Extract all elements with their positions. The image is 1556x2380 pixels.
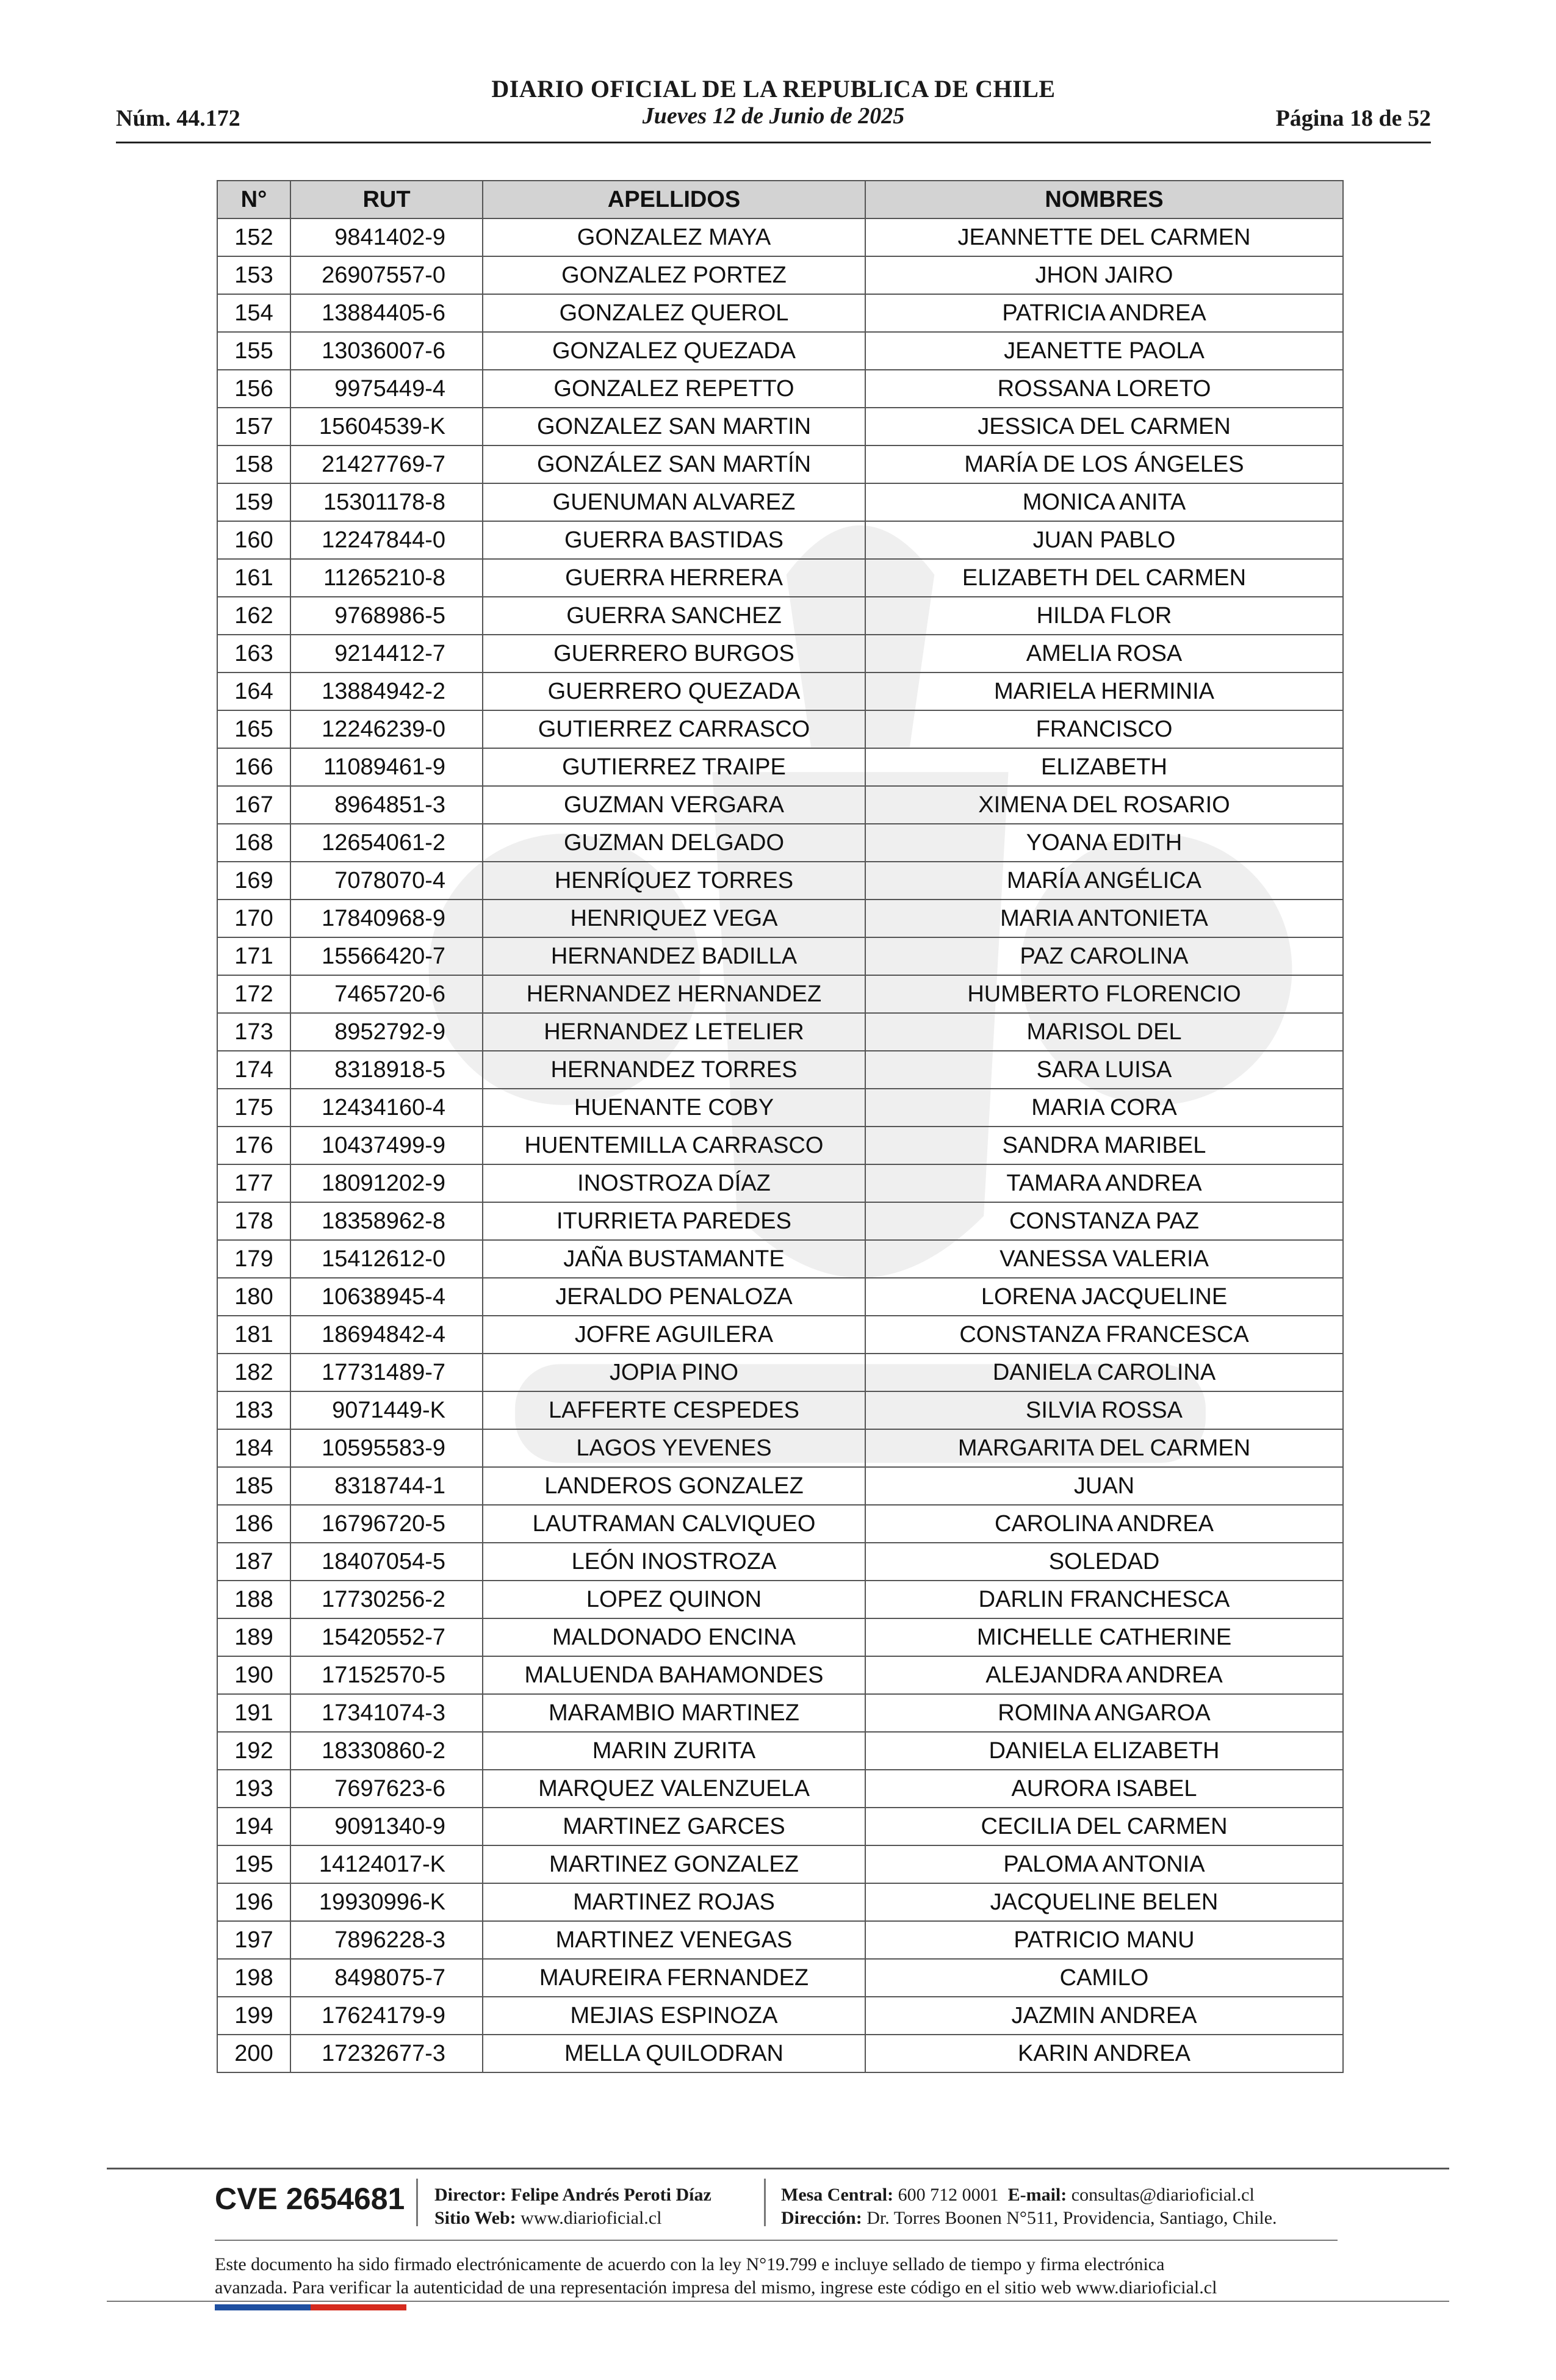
cell-rut: 13884942-2: [290, 673, 483, 710]
cell-names: JAZMIN ANDREA: [865, 1997, 1343, 2035]
publication-title: DIARIO OFICIAL DE LA REPUBLICA DE CHILE: [491, 75, 1056, 103]
issue-number: Núm. 44.172: [116, 106, 240, 131]
table-row: [217, 786, 1343, 824]
cell-rut: 15604539-K: [290, 408, 483, 445]
table-row: [217, 1959, 1343, 1997]
cell-number: 190: [217, 1656, 290, 1694]
cell-rut: 12247844-0: [290, 521, 483, 559]
table-row: [217, 748, 1343, 786]
table-header-row: [217, 181, 1343, 218]
cell-rut: 9214412-7: [290, 635, 483, 673]
table-row: [217, 1543, 1343, 1581]
cell-rut: 12246239-0: [290, 710, 483, 748]
table-row: [217, 332, 1343, 370]
cell-number: 168: [217, 824, 290, 862]
cell-number: 191: [217, 1694, 290, 1732]
cell-surnames: GUERRA BASTIDAS: [483, 521, 865, 559]
cell-rut: 17840968-9: [290, 900, 483, 937]
email-link[interactable]: consultas@diarioficial.cl: [1071, 2185, 1255, 2205]
cell-number: 157: [217, 408, 290, 445]
cell-rut: 13884405-6: [290, 294, 483, 332]
cell-surnames: ITURRIETA PAREDES: [483, 1202, 865, 1240]
cell-names: DANIELA ELIZABETH: [865, 1732, 1343, 1770]
cell-names: HILDA FLOR: [865, 597, 1343, 635]
table-row: [217, 1656, 1343, 1694]
table-row: [217, 1732, 1343, 1770]
cell-number: 181: [217, 1316, 290, 1354]
cell-rut: 9768986-5: [290, 597, 483, 635]
cell-surnames: JAÑA BUSTAMANTE: [483, 1240, 865, 1278]
cell-number: 194: [217, 1808, 290, 1845]
cell-names: MARÍA DE LOS ÁNGELES: [865, 445, 1343, 483]
cell-rut: 8964851-3: [290, 786, 483, 824]
table-row: [217, 900, 1343, 937]
header-divider: [116, 142, 1431, 143]
legal-line: Este documento ha sido firmado electrónicamente de acuerdo con la ley N°19.799 e incluye sellado de tiempo y firma electrónica: [215, 2254, 1165, 2274]
cell-rut: 9841402-9: [290, 218, 483, 256]
footer-contact-block: [781, 2183, 1277, 2230]
footer-director-block: [434, 2183, 711, 2230]
cell-rut: 13036007-6: [290, 332, 483, 370]
cell-surnames: GUERRA SANCHEZ: [483, 597, 865, 635]
table-row: [217, 445, 1343, 483]
cell-names: ALEJANDRA ANDREA: [865, 1656, 1343, 1694]
table-row: [217, 370, 1343, 408]
cell-rut: 10437499-9: [290, 1127, 483, 1164]
cell-names: MARISOL DEL: [865, 1013, 1343, 1051]
cell-rut: 7465720-6: [290, 975, 483, 1013]
cell-number: 165: [217, 710, 290, 748]
cell-names: LORENA JACQUELINE: [865, 1278, 1343, 1316]
cell-number: 178: [217, 1202, 290, 1240]
table-row: [217, 1845, 1343, 1883]
cell-rut: 11089461-9: [290, 748, 483, 786]
table-row: [217, 1316, 1343, 1354]
phone-label: Mesa Central:: [781, 2185, 894, 2205]
cell-number: 184: [217, 1429, 290, 1467]
cell-names: SANDRA MARIBEL: [865, 1127, 1343, 1164]
table-row: [217, 673, 1343, 710]
table-row: [217, 1618, 1343, 1656]
cell-rut: 8498075-7: [290, 1959, 483, 1997]
cell-rut: 17730256-2: [290, 1581, 483, 1618]
cell-names: DARLIN FRANCHESCA: [865, 1581, 1343, 1618]
cell-surnames: MEJIAS ESPINOZA: [483, 1997, 865, 2035]
table-row: [217, 1581, 1343, 1618]
roster-table: [217, 180, 1344, 2073]
cell-rut: 16796720-5: [290, 1505, 483, 1543]
cell-surnames: INOSTROZA DÍAZ: [483, 1164, 865, 1202]
cell-number: 183: [217, 1391, 290, 1429]
cell-surnames: HERNANDEZ TORRES: [483, 1051, 865, 1089]
cell-names: JACQUELINE BELEN: [865, 1883, 1343, 1921]
cell-rut: 17624179-9: [290, 1997, 483, 2035]
cell-names: JHON JAIRO: [865, 256, 1343, 294]
cell-rut: 18694842-4: [290, 1316, 483, 1354]
cell-number: 164: [217, 673, 290, 710]
cell-number: 186: [217, 1505, 290, 1543]
cell-names: MARIELA HERMINIA: [865, 673, 1343, 710]
cell-surnames: HUENANTE COBY: [483, 1089, 865, 1127]
cell-number: 177: [217, 1164, 290, 1202]
table-row: [217, 1883, 1343, 1921]
cell-number: 176: [217, 1127, 290, 1164]
cell-names: MARGARITA DEL CARMEN: [865, 1429, 1343, 1467]
cell-rut: 10595583-9: [290, 1429, 483, 1467]
table-row: [217, 2035, 1343, 2072]
cell-surnames: GONZALEZ PORTEZ: [483, 256, 865, 294]
flag-red-segment: [311, 2304, 406, 2310]
cell-names: SOLEDAD: [865, 1543, 1343, 1581]
col-header-surnames: APELLIDOS: [483, 181, 865, 218]
cell-names: PATRICIA ANDREA: [865, 294, 1343, 332]
cell-names: CONSTANZA FRANCESCA: [865, 1316, 1343, 1354]
cell-names: JUAN: [865, 1467, 1343, 1505]
footer-separator: [416, 2179, 418, 2226]
cell-surnames: MALUENDA BAHAMONDES: [483, 1656, 865, 1694]
cell-surnames: LOPEZ QUINON: [483, 1581, 865, 1618]
cell-number: 169: [217, 862, 290, 900]
table-row: [217, 824, 1343, 862]
cell-surnames: GUTIERREZ TRAIPE: [483, 748, 865, 786]
cell-number: 163: [217, 635, 290, 673]
cell-number: 167: [217, 786, 290, 824]
cell-number: 161: [217, 559, 290, 597]
cell-number: 155: [217, 332, 290, 370]
cell-rut: 17341074-3: [290, 1694, 483, 1732]
table-row: [217, 937, 1343, 975]
table-row: [217, 1278, 1343, 1316]
cell-names: MARIA ANTONIETA: [865, 900, 1343, 937]
cell-names: CECILIA DEL CARMEN: [865, 1808, 1343, 1845]
cell-number: 199: [217, 1997, 290, 2035]
cell-surnames: GONZALEZ SAN MARTIN: [483, 408, 865, 445]
cell-number: 160: [217, 521, 290, 559]
cell-number: 162: [217, 597, 290, 635]
cell-surnames: LAFFERTE CESPEDES: [483, 1391, 865, 1429]
cell-names: XIMENA DEL ROSARIO: [865, 786, 1343, 824]
cell-rut: 7697623-6: [290, 1770, 483, 1808]
cell-surnames: MARTINEZ ROJAS: [483, 1883, 865, 1921]
cell-number: 166: [217, 748, 290, 786]
cell-rut: 14124017-K: [290, 1845, 483, 1883]
cell-number: 188: [217, 1581, 290, 1618]
cell-rut: 18358962-8: [290, 1202, 483, 1240]
footer-inner-divider: [215, 2240, 1338, 2241]
cell-names: ELIZABETH: [865, 748, 1343, 786]
cell-number: 180: [217, 1278, 290, 1316]
col-header-number: N°: [217, 181, 290, 218]
cell-number: 174: [217, 1051, 290, 1089]
cell-rut: 8318918-5: [290, 1051, 483, 1089]
cell-names: PAZ CAROLINA: [865, 937, 1343, 975]
cell-surnames: LAUTRAMAN CALVIQUEO: [483, 1505, 865, 1543]
cell-rut: 7896228-3: [290, 1921, 483, 1959]
cell-surnames: MALDONADO ENCINA: [483, 1618, 865, 1656]
cell-surnames: GONZALEZ MAYA: [483, 218, 865, 256]
table-row: [217, 1013, 1343, 1051]
footer-separator: [764, 2179, 766, 2226]
cell-rut: 9071449-K: [290, 1391, 483, 1429]
table-row: [217, 1127, 1343, 1164]
cell-surnames: GUERRERO QUEZADA: [483, 673, 865, 710]
cell-surnames: GUTIERREZ CARRASCO: [483, 710, 865, 748]
cell-rut: 18407054-5: [290, 1543, 483, 1581]
cell-number: 152: [217, 218, 290, 256]
page-header: [116, 74, 1431, 145]
cell-number: 200: [217, 2035, 290, 2072]
cell-rut: 17152570-5: [290, 1656, 483, 1694]
table-row: [217, 862, 1343, 900]
table-row: [217, 1051, 1343, 1089]
table-row: [217, 1240, 1343, 1278]
cve-code: CVE 2654681: [215, 2182, 405, 2216]
flag-stripe: [215, 2304, 406, 2310]
cell-number: 179: [217, 1240, 290, 1278]
cell-surnames: HUENTEMILLA CARRASCO: [483, 1127, 865, 1164]
cell-surnames: LAGOS YEVENES: [483, 1429, 865, 1467]
cell-names: JEANETTE PAOLA: [865, 332, 1343, 370]
cell-surnames: GUERRA HERRERA: [483, 559, 865, 597]
cell-names: CONSTANZA PAZ: [865, 1202, 1343, 1240]
cell-number: 153: [217, 256, 290, 294]
cell-number: 158: [217, 445, 290, 483]
cell-surnames: HERNANDEZ LETELIER: [483, 1013, 865, 1051]
cell-surnames: GONZALEZ REPETTO: [483, 370, 865, 408]
table-row: [217, 559, 1343, 597]
cell-names: SARA LUISA: [865, 1051, 1343, 1089]
cell-names: ROSSANA LORETO: [865, 370, 1343, 408]
cell-rut: 21427769-7: [290, 445, 483, 483]
flag-blue-segment: [215, 2304, 311, 2310]
cell-rut: 17232677-3: [290, 2035, 483, 2072]
website-label: Sitio Web:: [434, 2208, 516, 2228]
cell-surnames: GUZMAN DELGADO: [483, 824, 865, 862]
cell-number: 156: [217, 370, 290, 408]
table-row: [217, 1391, 1343, 1429]
cell-surnames: HERNANDEZ HERNANDEZ: [483, 975, 865, 1013]
cell-surnames: HENRIQUEZ VEGA: [483, 900, 865, 937]
table-row: [217, 1997, 1343, 2035]
cell-rut: 9091340-9: [290, 1808, 483, 1845]
table-row: [217, 1164, 1343, 1202]
cell-rut: 12654061-2: [290, 824, 483, 862]
table-row: [217, 975, 1343, 1013]
cell-rut: 11265210-8: [290, 559, 483, 597]
cell-number: 187: [217, 1543, 290, 1581]
cell-rut: 19930996-K: [290, 1883, 483, 1921]
cell-names: JUAN PABLO: [865, 521, 1343, 559]
cell-rut: 26907557-0: [290, 256, 483, 294]
table-row: [217, 483, 1343, 521]
cell-names: KARIN ANDREA: [865, 2035, 1343, 2072]
cell-number: 192: [217, 1732, 290, 1770]
cell-names: MARÍA ANGÉLICA: [865, 862, 1343, 900]
cell-surnames: LANDEROS GONZALEZ: [483, 1467, 865, 1505]
table-row: [217, 1202, 1343, 1240]
cell-rut: 18091202-9: [290, 1164, 483, 1202]
cell-number: 182: [217, 1354, 290, 1391]
cell-rut: 18330860-2: [290, 1732, 483, 1770]
cell-surnames: GUENUMAN ALVAREZ: [483, 483, 865, 521]
cell-number: 195: [217, 1845, 290, 1883]
cell-rut: 17731489-7: [290, 1354, 483, 1391]
cell-number: 198: [217, 1959, 290, 1997]
table-row: [217, 1354, 1343, 1391]
cell-names: ELIZABETH DEL CARMEN: [865, 559, 1343, 597]
table-row: [217, 408, 1343, 445]
cell-number: 193: [217, 1770, 290, 1808]
cell-surnames: MARTINEZ GONZALEZ: [483, 1845, 865, 1883]
col-header-names: NOMBRES: [865, 181, 1343, 218]
cell-rut: 8952792-9: [290, 1013, 483, 1051]
cell-names: CAMILO: [865, 1959, 1343, 1997]
cell-rut: 15412612-0: [290, 1240, 483, 1278]
cell-number: 170: [217, 900, 290, 937]
cell-names: YOANA EDITH: [865, 824, 1343, 862]
table-row: [217, 218, 1343, 256]
cell-surnames: LEÓN INOSTROZA: [483, 1543, 865, 1581]
cell-surnames: MAUREIRA FERNANDEZ: [483, 1959, 865, 1997]
cell-names: JEANNETTE DEL CARMEN: [865, 218, 1343, 256]
table-body: [217, 218, 1343, 2072]
col-header-rut: RUT: [290, 181, 483, 218]
address-value: Dr. Torres Boonen N°511, Providencia, Santiago, Chile.: [866, 2208, 1277, 2228]
cell-surnames: MARQUEZ VALENZUELA: [483, 1770, 865, 1808]
cell-surnames: GONZALEZ QUEROL: [483, 294, 865, 332]
cell-names: PATRICIO MANU: [865, 1921, 1343, 1959]
table-row: [217, 521, 1343, 559]
cell-names: AMELIA ROSA: [865, 635, 1343, 673]
table-row: [217, 1808, 1343, 1845]
legal-notice: [215, 2253, 1344, 2299]
cell-surnames: GUERRERO BURGOS: [483, 635, 865, 673]
cell-rut: 15566420-7: [290, 937, 483, 975]
cell-number: 175: [217, 1089, 290, 1127]
cell-surnames: MARTINEZ GARCES: [483, 1808, 865, 1845]
cell-rut: 7078070-4: [290, 862, 483, 900]
cell-number: 185: [217, 1467, 290, 1505]
table-row: [217, 256, 1343, 294]
cell-rut: 8318744-1: [290, 1467, 483, 1505]
cell-surnames: MARAMBIO MARTINEZ: [483, 1694, 865, 1732]
cell-names: CAROLINA ANDREA: [865, 1505, 1343, 1543]
footer-divider: [107, 2168, 1449, 2169]
legal-line: avanzada. Para verificar la autenticidad de una representación impresa del mismo, ingrese este código en el sitio web www.diarioficial.cl: [215, 2277, 1217, 2298]
table-row: [217, 710, 1343, 748]
cell-names: MICHELLE CATHERINE: [865, 1618, 1343, 1656]
cell-surnames: MARIN ZURITA: [483, 1732, 865, 1770]
address-label: Dirección:: [781, 2208, 862, 2228]
cell-rut: 10638945-4: [290, 1278, 483, 1316]
cell-surnames: HERNANDEZ BADILLA: [483, 937, 865, 975]
cell-number: 172: [217, 975, 290, 1013]
page-number: Página 18 de 52: [1275, 106, 1431, 131]
publication-date: Jueves 12 de Junio de 2025: [642, 103, 905, 129]
cell-surnames: MARTINEZ VENEGAS: [483, 1921, 865, 1959]
cell-names: JESSICA DEL CARMEN: [865, 408, 1343, 445]
table-row: [217, 1505, 1343, 1543]
table-row: [217, 294, 1343, 332]
table-row: [217, 635, 1343, 673]
cell-names: HUMBERTO FLORENCIO: [865, 975, 1343, 1013]
cell-rut: 12434160-4: [290, 1089, 483, 1127]
cell-names: ROMINA ANGAROA: [865, 1694, 1343, 1732]
cell-surnames: GUZMAN VERGARA: [483, 786, 865, 824]
cell-rut: 9975449-4: [290, 370, 483, 408]
cell-names: MONICA ANITA: [865, 483, 1343, 521]
cell-number: 154: [217, 294, 290, 332]
cell-number: 159: [217, 483, 290, 521]
table-row: [217, 1921, 1343, 1959]
director-label: Director:: [434, 2185, 506, 2205]
cell-rut: 15420552-7: [290, 1618, 483, 1656]
cell-surnames: GONZÁLEZ SAN MARTÍN: [483, 445, 865, 483]
cell-names: PALOMA ANTONIA: [865, 1845, 1343, 1883]
phone-number: 600 712 0001: [898, 2185, 999, 2205]
cell-surnames: HENRÍQUEZ TORRES: [483, 862, 865, 900]
cell-names: FRANCISCO: [865, 710, 1343, 748]
website-link[interactable]: www.diarioficial.cl: [520, 2208, 662, 2228]
director-name: Felipe Andrés Peroti Díaz: [511, 2185, 711, 2205]
cell-surnames: JOPIA PINO: [483, 1354, 865, 1391]
email-label: E-mail:: [1007, 2185, 1067, 2205]
cell-names: TAMARA ANDREA: [865, 1164, 1343, 1202]
footer-bottom-divider: [107, 2301, 1449, 2302]
table-row: [217, 1429, 1343, 1467]
cell-names: AURORA ISABEL: [865, 1770, 1343, 1808]
table-row: [217, 1089, 1343, 1127]
cell-names: DANIELA CAROLINA: [865, 1354, 1343, 1391]
cell-surnames: JERALDO PENALOZA: [483, 1278, 865, 1316]
cell-surnames: GONZALEZ QUEZADA: [483, 332, 865, 370]
cell-number: 189: [217, 1618, 290, 1656]
cell-number: 197: [217, 1921, 290, 1959]
table-row: [217, 1467, 1343, 1505]
table-row: [217, 1770, 1343, 1808]
cell-surnames: MELLA QUILODRAN: [483, 2035, 865, 2072]
cell-names: SILVIA ROSSA: [865, 1391, 1343, 1429]
table-row: [217, 1694, 1343, 1732]
cell-rut: 15301178-8: [290, 483, 483, 521]
cell-number: 171: [217, 937, 290, 975]
table-row: [217, 597, 1343, 635]
cell-number: 173: [217, 1013, 290, 1051]
cell-surnames: JOFRE AGUILERA: [483, 1316, 865, 1354]
cell-number: 196: [217, 1883, 290, 1921]
cell-names: MARIA CORA: [865, 1089, 1343, 1127]
cell-names: VANESSA VALERIA: [865, 1240, 1343, 1278]
